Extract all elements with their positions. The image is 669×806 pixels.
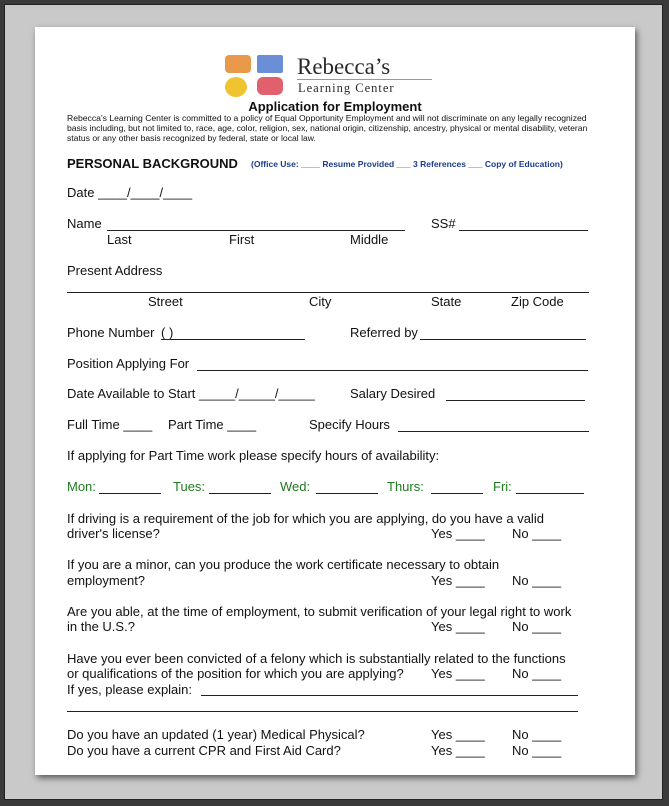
no-option[interactable]: No ____ bbox=[512, 727, 562, 742]
logo-subtitle: Learning Center bbox=[298, 81, 395, 95]
city-caption: City bbox=[309, 294, 332, 309]
logo-sun-icon bbox=[225, 77, 247, 97]
salary-input-line[interactable] bbox=[446, 400, 585, 401]
application-form bbox=[35, 27, 635, 775]
ssn-input-line[interactable] bbox=[459, 230, 588, 231]
present-address-label: Present Address bbox=[67, 263, 163, 278]
part-time-note: If applying for Part Time work please specify hours of availability: bbox=[67, 448, 440, 463]
date-available-field[interactable]: Date Available to Start _____/_____/_____ bbox=[67, 386, 315, 401]
no-option[interactable]: No ____ bbox=[512, 573, 562, 588]
day-thurs-input-line[interactable] bbox=[431, 493, 483, 494]
specify-hours-label: Specify Hours bbox=[309, 417, 390, 432]
question-cpr-first-aid: Do you have a current CPR and First Aid Card? bbox=[67, 743, 341, 758]
name-label: Name bbox=[67, 216, 102, 231]
question-work-certificate: If you are a minor, can you produce the work certificate necessary to obtain bbox=[67, 557, 500, 572]
image-frame bbox=[4, 4, 663, 800]
day-wed-label: Wed: bbox=[280, 479, 311, 494]
specify-hours-input-line[interactable] bbox=[398, 431, 589, 432]
question-medical-physical: Do you have an updated (1 year) Medical Physical? bbox=[67, 727, 365, 742]
no-option[interactable]: No ____ bbox=[512, 666, 562, 681]
middle-name-caption: Middle bbox=[350, 232, 389, 247]
zip-caption: Zip Code bbox=[511, 294, 564, 309]
referred-by-label: Referred by bbox=[350, 325, 418, 340]
salary-label: Salary Desired bbox=[350, 386, 436, 401]
question-drivers-license-cont: driver's license? bbox=[67, 526, 160, 541]
name-input-line[interactable] bbox=[107, 230, 405, 231]
logo-image bbox=[225, 55, 287, 99]
state-caption: State bbox=[431, 294, 462, 309]
logo-divider bbox=[297, 79, 432, 80]
day-thurs-label: Thurs: bbox=[387, 479, 424, 494]
form-title: Application for Employment bbox=[248, 99, 422, 114]
no-option[interactable]: No ____ bbox=[512, 526, 562, 541]
yes-option[interactable]: Yes ____ bbox=[431, 743, 485, 758]
section-title: PERSONAL BACKGROUND bbox=[67, 156, 238, 171]
office-use-note: (Office Use: ____ Resume Provided ___ 3 References ___ Copy of Education) bbox=[251, 159, 563, 169]
question-work-certificate-cont: employment? bbox=[67, 573, 146, 588]
day-fri-input-line[interactable] bbox=[516, 493, 584, 494]
last-name-caption: Last bbox=[107, 232, 132, 247]
eeo-disclaimer: Rebecca’s Learning Center is committed to a policy of Equal Opportunity Employment and will not discriminate on any legally recognized basis including, but not limited to, race, age, color, religion, sex, national origin, citizenship, ancestry, physical or mental disability, veteran status or any other basis recognized by federal, state or local law. bbox=[67, 113, 588, 143]
day-mon-input-line[interactable] bbox=[99, 493, 161, 494]
ssn-label: SS# bbox=[431, 216, 456, 231]
position-input-line[interactable] bbox=[197, 370, 588, 371]
phone-label: Phone Number bbox=[67, 325, 155, 340]
full-time-field[interactable]: Full Time ____ bbox=[67, 417, 153, 432]
yes-option[interactable]: Yes ____ bbox=[431, 526, 485, 541]
area-code-parens: ( ) bbox=[161, 325, 174, 340]
first-name-caption: First bbox=[229, 232, 255, 247]
logo-tile-house-icon bbox=[257, 55, 283, 73]
referred-by-input-line[interactable] bbox=[420, 339, 586, 340]
phone-input-line[interactable] bbox=[161, 339, 305, 340]
question-felony: Have you ever been convicted of a felony which is substantially related to the functions bbox=[67, 651, 566, 666]
logo-heart-icon bbox=[257, 77, 283, 95]
question-felony-cont: or qualifications of the position for which you are applying? bbox=[67, 666, 404, 681]
no-option[interactable]: No ____ bbox=[512, 743, 562, 758]
logo-name: Rebecca’s bbox=[297, 54, 391, 79]
yes-option[interactable]: Yes ____ bbox=[431, 727, 485, 742]
no-option[interactable]: No ____ bbox=[512, 619, 562, 634]
felony-explain-label: If yes, please explain: bbox=[67, 682, 193, 697]
felony-explain-line-1[interactable] bbox=[201, 695, 578, 696]
day-tues-input-line[interactable] bbox=[209, 493, 271, 494]
position-label: Position Applying For bbox=[67, 356, 190, 371]
day-wed-input-line[interactable] bbox=[316, 493, 378, 494]
day-mon-label: Mon: bbox=[67, 479, 96, 494]
question-drivers-license: If driving is a requirement of the job for which you are applying, do you have a valid bbox=[67, 511, 544, 526]
day-fri-label: Fri: bbox=[493, 479, 512, 494]
question-legal-right-cont: in the U.S.? bbox=[67, 619, 135, 634]
logo-tile-orange bbox=[225, 55, 251, 73]
date-field[interactable]: Date ____/____/____ bbox=[67, 185, 193, 200]
part-time-field[interactable]: Part Time ____ bbox=[168, 417, 257, 432]
street-caption: Street bbox=[148, 294, 183, 309]
felony-explain-line-2[interactable] bbox=[67, 711, 578, 712]
address-input-line[interactable] bbox=[67, 292, 589, 293]
day-tues-label: Tues: bbox=[173, 479, 206, 494]
yes-option[interactable]: Yes ____ bbox=[431, 666, 485, 681]
question-legal-right: Are you able, at the time of employment, to submit verification of your legal right to work bbox=[67, 604, 572, 619]
yes-option[interactable]: Yes ____ bbox=[431, 573, 485, 588]
yes-option[interactable]: Yes ____ bbox=[431, 619, 485, 634]
